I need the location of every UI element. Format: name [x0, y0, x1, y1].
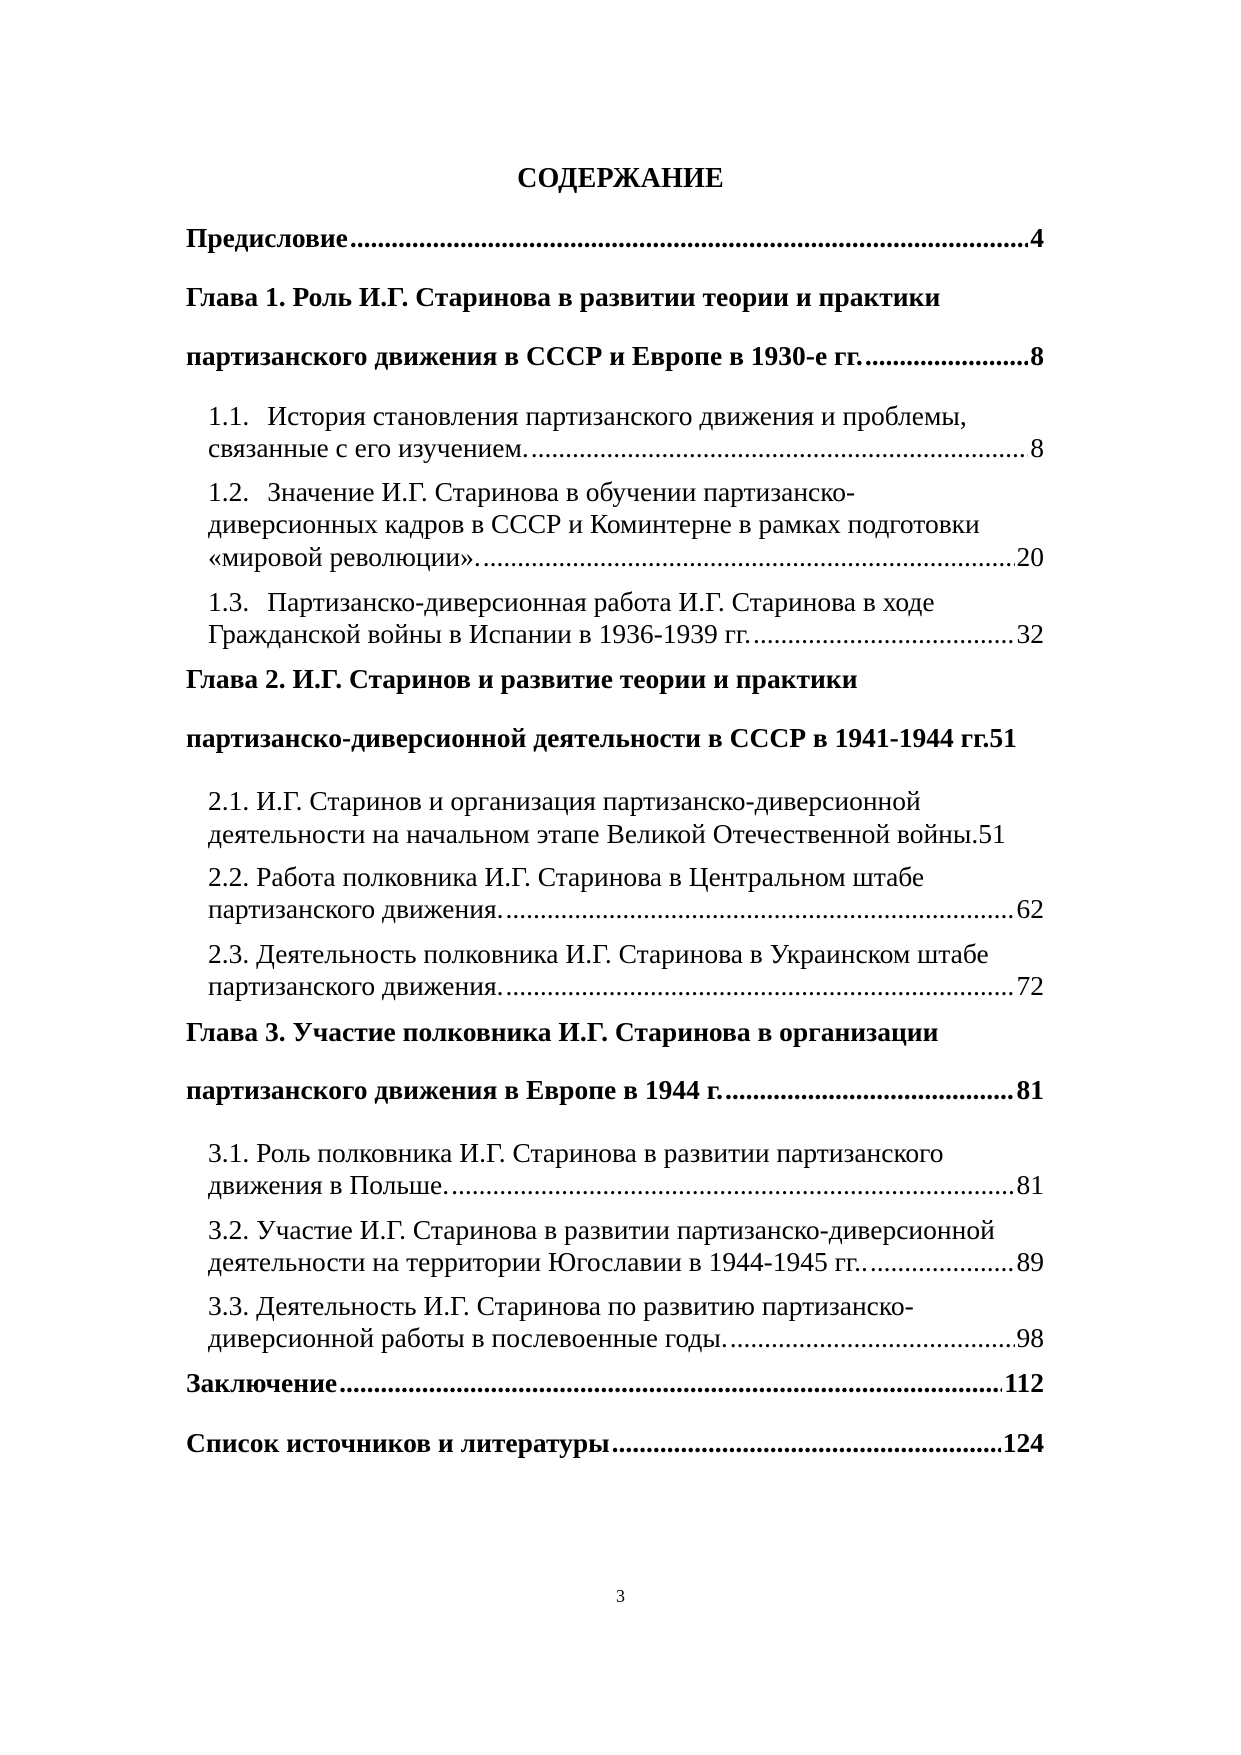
toc-entry-label: связанные с его изучением. — [208, 432, 529, 463]
toc-entry-page: 20 — [1016, 541, 1044, 572]
dot-leader — [730, 1322, 1015, 1354]
dot-leader — [725, 1074, 1015, 1106]
toc-subsection-1-1-line2 — [208, 432, 1044, 464]
dot-leader — [451, 1169, 1014, 1201]
toc-entry-page: 81 — [1016, 1169, 1044, 1200]
toc-subsection-number: 1.3. — [208, 586, 250, 617]
dot-leader — [870, 1246, 1015, 1278]
toc-subsection-1-2-line2: диверсионных кадров в СССР и Коминтерне в рамках подготовки — [208, 508, 980, 539]
toc-subsection-1-1-line1 — [208, 400, 1044, 432]
toc-chapter-2-entry: партизанско-диверсионной деятельности в СССР в 1941-1944 гг.51 — [186, 722, 1017, 753]
toc-entry-page: 81 — [1016, 1074, 1044, 1105]
toc-subsection-1-2-line3 — [208, 541, 1044, 573]
toc-subsection-3-2-line2 — [208, 1246, 1044, 1278]
toc-entry-label: диверсионной работы в послевоенные годы. — [208, 1322, 728, 1353]
toc-subsection-2-2-line1: 2.2. Работа полковника И.Г. Старинова в Центральном штабе — [208, 861, 925, 892]
toc-entry-sources — [186, 1427, 1044, 1459]
toc-chapter-2-title: Глава 2. И.Г. Старинов и развитие теории и практики — [186, 663, 858, 694]
toc-subsection-1-2-line1 — [208, 476, 1044, 508]
toc-entry-page: 124 — [1002, 1427, 1044, 1458]
page-number: 3 — [616, 1586, 625, 1606]
toc-subsection-text: История становления партизанского движения и проблемы, — [267, 400, 967, 431]
dot-leader — [753, 618, 1015, 650]
toc-entry-label: Предисловие — [186, 222, 348, 253]
toc-subsection-2-2-line2 — [208, 893, 1044, 925]
toc-entry-page: 8 — [1030, 432, 1044, 463]
toc-entry-page: 112 — [1004, 1367, 1044, 1398]
toc-subsection-text: Значение И.Г. Старинова в обучении партизанско- — [267, 476, 856, 507]
toc-entry-page: 98 — [1016, 1322, 1044, 1353]
dot-leader — [865, 340, 1028, 372]
dot-leader — [350, 222, 1028, 254]
toc-entry-page: 89 — [1016, 1246, 1044, 1277]
toc-entry-page: 8 — [1030, 340, 1044, 371]
toc-subsection-number: 1.1. — [208, 400, 250, 431]
toc-chapter-3-entry — [186, 1074, 1044, 1106]
toc-entry-page: 72 — [1016, 970, 1044, 1001]
toc-subsection-3-3-line2 — [208, 1322, 1044, 1354]
toc-entry-page: 32 — [1016, 618, 1044, 649]
dot-leader — [505, 970, 1014, 1002]
toc-subsection-3-1-line2 — [208, 1169, 1044, 1201]
page-title: СОДЕРЖАНИЕ — [517, 163, 724, 194]
toc-subsection-3-3-line1: 3.3. Деятельность И.Г. Старинова по развитию партизанско- — [208, 1290, 914, 1321]
toc-subsection-number: 1.2. — [208, 476, 250, 507]
toc-entry-label: Заключение — [186, 1367, 338, 1398]
dot-leader — [612, 1427, 1001, 1459]
toc-subsection-3-2-line1: 3.2. Участие И.Г. Старинова в развитии партизанско-диверсионной — [208, 1214, 995, 1245]
toc-subsection-2-1-line2: деятельности на начальном этапе Великой Отечественной войны.51 — [208, 818, 1006, 849]
toc-entry-preface — [186, 222, 1044, 254]
toc-entry-label: Список источников и литературы — [186, 1427, 610, 1458]
toc-entry-label: партизанского движения. — [208, 893, 504, 924]
toc-entry-label: «мировой революции». — [208, 541, 481, 572]
toc-chapter-3-title: Глава 3. Участие полковника И.Г. Старинова в организации — [186, 1016, 939, 1047]
toc-entry-label: партизанского движения в СССР и Европе в 1930-е гг. — [186, 340, 863, 371]
toc-entry-conclusion — [186, 1367, 1044, 1399]
toc-subsection-1-3-line1 — [208, 586, 1044, 618]
dot-leader — [531, 432, 1029, 464]
toc-entry-label: Гражданской войны в Испании в 1936-1939 гг. — [208, 618, 751, 649]
dot-leader — [339, 1367, 1002, 1399]
toc-entry-page: 4 — [1030, 222, 1044, 253]
toc-entry-label: деятельности на территории Югославии в 1944-1945 гг.. — [208, 1246, 868, 1277]
toc-entry-label: движения в Польше. — [208, 1169, 450, 1200]
toc-subsection-text: Партизанско-диверсионная работа И.Г. Старинова в ходе — [267, 586, 935, 617]
toc-subsection-2-3-line1: 2.3. Деятельность полковника И.Г. Старинова в Украинском штабе — [208, 938, 989, 969]
toc-subsection-2-1-line1: 2.1. И.Г. Старинов и организация партизанско-диверсионной — [208, 785, 921, 816]
dot-leader — [483, 541, 1015, 573]
dot-leader — [505, 893, 1014, 925]
toc-entry-page: 62 — [1016, 893, 1044, 924]
toc-entry-label: партизанского движения. — [208, 970, 504, 1001]
toc-chapter-1-entry — [186, 340, 1044, 372]
toc-chapter-1-title: Глава 1. Роль И.Г. Старинова в развитии теории и практики — [186, 281, 941, 312]
toc-subsection-2-3-line2 — [208, 970, 1044, 1002]
toc-subsection-1-3-line2 — [208, 618, 1044, 650]
toc-entry-label: партизанского движения в Европе в 1944 г. — [186, 1074, 723, 1105]
toc-subsection-3-1-line1: 3.1. Роль полковника И.Г. Старинова в развитии партизанского — [208, 1137, 944, 1168]
